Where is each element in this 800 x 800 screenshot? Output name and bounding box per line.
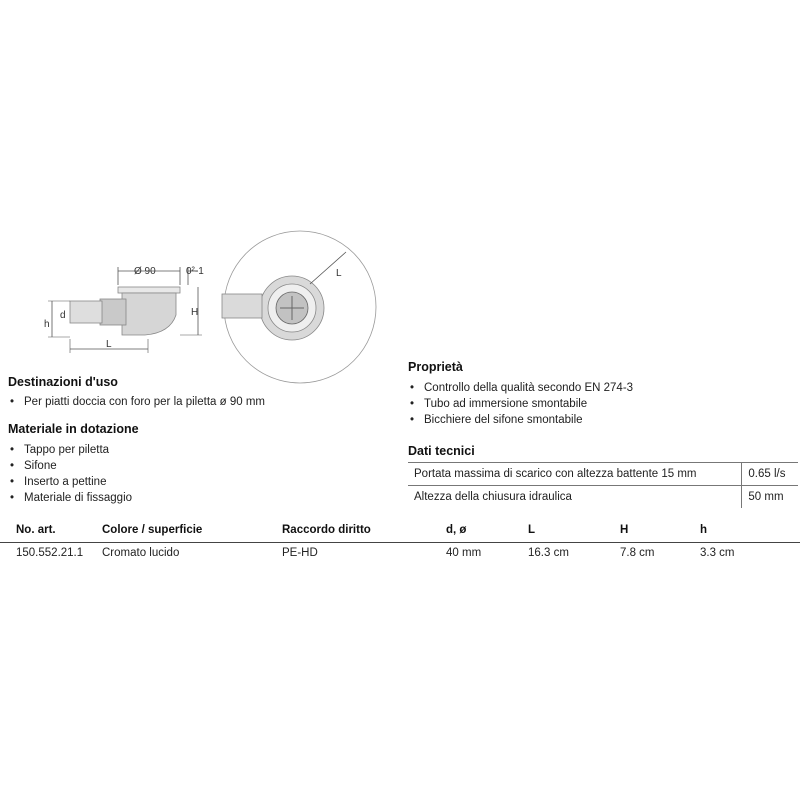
table-cell: 150.552.21.1	[16, 547, 84, 559]
properties-title: Proprietà	[408, 360, 463, 374]
d-label: d	[60, 310, 66, 321]
list-item: • Tappo per piletta	[8, 442, 388, 458]
table-cell: Cromato lucido	[102, 547, 180, 559]
product-table	[0, 520, 800, 565]
list-item: • Tubo ad immersione smontabile	[408, 396, 788, 412]
diameter-label: Ø 90	[134, 266, 156, 277]
tech-label: Portata massima di scarico con altezza battente 15 mm	[414, 468, 697, 480]
table-cell: 40 mm	[446, 547, 482, 559]
col-header: No. art.	[16, 524, 56, 536]
table-row	[408, 486, 798, 509]
supplied-title: Materiale in dotazione	[8, 422, 139, 436]
top-view-drawing	[220, 230, 390, 390]
table-cell: 3.3 cm	[700, 547, 735, 559]
list-item: • Controllo della qualità secondo EN 274-3	[408, 380, 788, 396]
tech-value: 0.65 l/s	[742, 463, 798, 486]
L-label: L	[106, 339, 112, 350]
col-header: Raccordo diritto	[282, 524, 371, 536]
list-item: • Bicchiere del sifone smontabile	[408, 412, 788, 428]
h-label: h	[44, 319, 50, 330]
table-cell: PE-HD	[282, 547, 318, 559]
table-row	[408, 463, 798, 486]
table-cell: 7.8 cm	[620, 547, 655, 559]
offset-label: 0²-1	[186, 266, 204, 277]
H-label: H	[191, 307, 199, 318]
tech-value: 50 mm	[742, 486, 798, 509]
table-row	[0, 543, 800, 565]
list-item: • Materiale di fissaggio	[8, 490, 388, 506]
tech-title: Dati tecnici	[408, 444, 475, 458]
tech-label: Altezza della chiusura idraulica	[408, 486, 742, 509]
list-item: • Sifone	[8, 458, 388, 474]
supplied-list	[8, 442, 388, 506]
side-view-drawing	[40, 255, 220, 355]
col-header: h	[700, 524, 708, 536]
list-item: • Inserto a pettine	[8, 474, 388, 490]
properties-list	[408, 380, 788, 428]
table-cell: 16.3 cm	[528, 547, 569, 559]
usage-title: Destinazioni d'uso	[8, 375, 118, 389]
col-header: H	[620, 524, 629, 536]
col-header: L	[528, 524, 536, 536]
table-header-row	[0, 520, 800, 543]
col-header: Colore / superficie	[102, 524, 203, 536]
usage-list	[8, 394, 388, 410]
L-top-label: L	[336, 268, 342, 279]
col-header: d, ø	[446, 524, 467, 536]
list-item: • Per piatti doccia con foro per la piletta ø 90 mm	[8, 394, 388, 410]
tech-table	[408, 462, 798, 508]
